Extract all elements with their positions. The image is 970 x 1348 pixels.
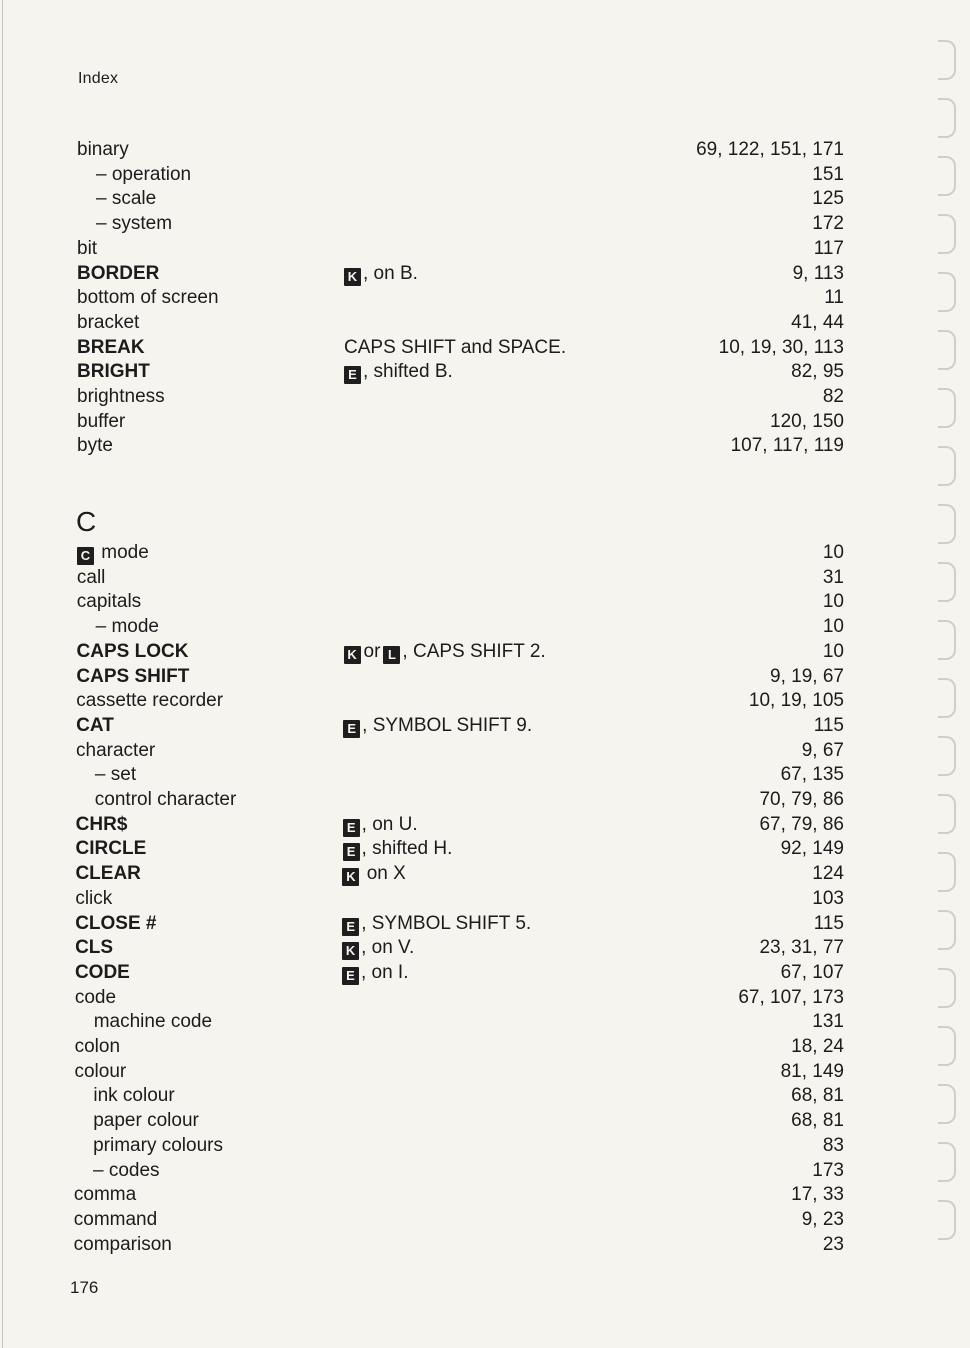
entry-term [75, 936, 113, 960]
entry-pages: 172 [812, 213, 844, 235]
entry-term-text: colour [74, 1060, 127, 1082]
index-entry [0, 1159, 970, 1183]
entry-term-text: paper colour [93, 1110, 199, 1132]
entry-term [74, 1060, 126, 1084]
entry-pages: 81, 149 [780, 1060, 844, 1082]
entry-pages: 9, 67 [801, 739, 844, 761]
entry-pages: 69, 122, 151, 171 [696, 139, 844, 160]
entry-pages: 82, 95 [791, 361, 844, 383]
entry-term-text: CAPS SHIFT [76, 665, 190, 687]
keystroke-text: on X [361, 863, 406, 885]
entry-term [75, 1035, 120, 1059]
entry-term-text: click [75, 887, 113, 909]
keystroke-text: , SYMBOL SHIFT 5. [361, 912, 532, 934]
keystroke-text: , on I. [360, 961, 409, 983]
entry-term-text: machine code [93, 1011, 213, 1033]
entry-term [77, 336, 145, 360]
entry-term-text: BORDER [77, 262, 160, 284]
entry-pages: 173 [812, 1159, 844, 1181]
entry-term [77, 360, 150, 384]
keyword-mode-key-icon: K [342, 868, 359, 886]
index-entry [0, 410, 970, 434]
entry-term [77, 138, 129, 162]
entry-term [77, 385, 165, 409]
entry-term-text: comparison [73, 1233, 172, 1255]
entry-term-text: code [74, 986, 117, 1008]
entry-term [93, 1134, 223, 1158]
entry-term-text: BRIGHT [77, 361, 150, 383]
entry-pages: 70, 79, 86 [759, 789, 844, 810]
index-entry [0, 286, 970, 310]
entry-pages: 10 [822, 591, 844, 613]
entry-pages: 125 [812, 188, 844, 210]
entry-term [76, 689, 223, 713]
index-entry [0, 1109, 970, 1133]
binding-ring [938, 1084, 956, 1124]
index-entry [0, 714, 970, 738]
entry-term [93, 1084, 174, 1108]
keystroke-text: , CAPS SHIFT 2. [402, 640, 546, 662]
index-entry [0, 1010, 970, 1034]
index-entry [0, 1208, 970, 1232]
binding-ring [938, 446, 956, 486]
entry-term-text: BREAK [77, 336, 145, 358]
index-entry [0, 138, 970, 162]
index-entry [0, 1183, 970, 1207]
keyword-mode-key-icon: E [343, 819, 360, 837]
entry-pages: 120, 150 [770, 410, 844, 432]
entry-term [77, 237, 97, 261]
keystroke-text: , on U. [361, 813, 418, 835]
entry-pages: 83 [822, 1134, 844, 1156]
entry-term [77, 286, 219, 310]
entry-term-text: – scale [96, 188, 157, 210]
index-entry [0, 541, 970, 565]
binding-ring [938, 388, 956, 428]
entry-term-text: bit [77, 237, 98, 259]
entry-pages: 18, 24 [791, 1036, 844, 1057]
binding-rings [918, 40, 956, 1320]
entry-pages: 151 [812, 163, 844, 185]
entry-pages: 67, 79, 86 [759, 813, 844, 835]
entry-term-text: CODE [74, 961, 130, 983]
entry-term-text: CIRCLE [75, 838, 147, 860]
entry-term [74, 1208, 157, 1232]
binding-ring [938, 736, 956, 776]
keystroke-text: , on V. [361, 937, 415, 959]
entry-pages: 9, 19, 67 [770, 665, 844, 687]
keyword-mode-key-icon: E [344, 366, 361, 384]
entry-term [96, 615, 159, 639]
index-entry [0, 961, 970, 985]
entry-pages: 67, 107, 173 [738, 986, 844, 1008]
entry-term-text: byte [77, 435, 113, 457]
entry-keystroke [342, 961, 409, 985]
index-entry [0, 813, 970, 837]
index-entry [0, 237, 970, 261]
entry-term-text: comma [73, 1184, 137, 1206]
entry-keystroke [344, 262, 418, 286]
index-entry [0, 385, 970, 409]
entry-pages: 82 [822, 386, 844, 407]
binding-ring [938, 156, 956, 196]
binding-ring [938, 1142, 956, 1182]
binding-ring [938, 794, 956, 834]
keyword-mode-key-icon: E [342, 918, 359, 936]
entry-pages: 115 [813, 912, 844, 934]
entry-term [77, 262, 159, 286]
entry-pages: 10 [822, 616, 844, 638]
entry-keystroke [342, 862, 405, 886]
entry-pages: 92, 149 [780, 838, 844, 860]
index-entry [0, 763, 970, 787]
keyword-mode-key-icon: E [343, 843, 360, 861]
entry-term [77, 541, 149, 565]
index-entry [0, 615, 970, 639]
entry-pages: 107, 117, 119 [730, 435, 844, 457]
entry-pages: 31 [822, 566, 844, 588]
binding-ring [938, 910, 956, 950]
keystroke-text: , shifted B. [363, 361, 453, 383]
entry-term [76, 813, 128, 837]
keystroke-text: CAPS SHIFT and SPACE. [344, 336, 567, 358]
entry-term-text: binary [77, 139, 129, 160]
entry-term [96, 163, 191, 187]
entry-term-text: character [76, 739, 156, 761]
binding-ring [938, 968, 956, 1008]
entry-term [95, 788, 237, 812]
index-entry [0, 566, 970, 590]
entry-pages: 41, 44 [791, 311, 844, 333]
entry-term-text: CAPS LOCK [76, 640, 189, 662]
entry-term [74, 1233, 172, 1257]
binding-ring [938, 620, 956, 660]
entry-term [76, 665, 189, 689]
entry-term-text: CHR$ [75, 813, 128, 835]
index-entry [0, 689, 970, 713]
entry-pages: 10, 19, 30, 113 [718, 336, 844, 358]
entry-term [77, 640, 189, 664]
binding-ring [938, 678, 956, 718]
keyword-mode-key-icon: K [344, 268, 361, 286]
binding-ring [938, 1026, 956, 1066]
index-entry [0, 986, 970, 1010]
binding-ring [938, 852, 956, 892]
entry-term-text: primary colours [93, 1134, 223, 1156]
entry-term [75, 961, 130, 985]
entry-pages: 68, 81 [791, 1085, 844, 1107]
entry-keystroke [343, 813, 418, 837]
entry-term [94, 1010, 212, 1034]
binding-ring [938, 504, 956, 544]
entry-term-text: ink colour [93, 1085, 175, 1107]
index-entry [0, 936, 970, 960]
entry-term [75, 887, 112, 911]
entry-term [96, 187, 156, 211]
keystroke-text: , on B. [363, 262, 418, 284]
entry-term [77, 434, 113, 458]
index-entry [0, 311, 970, 335]
entry-term [74, 1183, 136, 1207]
entry-pages: 9, 23 [801, 1208, 844, 1230]
key-join-text: or [363, 640, 381, 662]
entry-term [75, 912, 156, 936]
binding-ring [938, 562, 956, 602]
index-entry [0, 434, 970, 458]
entry-pages: 10 [822, 542, 844, 563]
page-number: 176 [70, 1278, 99, 1297]
binding-ring [938, 40, 956, 80]
entry-term [76, 739, 155, 763]
entry-term-text: – operation [96, 163, 192, 185]
entry-term [77, 410, 125, 434]
entry-term-text: CLS [75, 937, 114, 959]
index-entry [0, 262, 970, 286]
index-entry [0, 163, 970, 187]
keyword-mode-key-icon: E [343, 720, 360, 738]
entry-term-text: cassette recorder [76, 690, 224, 712]
entry-term-text: – set [94, 764, 137, 786]
entry-term-text: CAT [76, 714, 114, 736]
index-entry [0, 887, 970, 911]
entry-term-text: call [76, 566, 106, 588]
entry-term-text: brightness [77, 386, 165, 407]
keyword-mode-key-icon: K [344, 646, 361, 664]
index-entry [0, 1035, 970, 1059]
second-mode-key-icon: L [383, 646, 400, 664]
entry-pages: 17, 33 [791, 1184, 844, 1206]
entry-pages: 68, 81 [791, 1110, 844, 1132]
binding-ring [938, 98, 956, 138]
entry-keystroke [342, 912, 531, 936]
entry-term-text: command [73, 1208, 158, 1230]
entry-term [77, 566, 106, 590]
entry-pages: 10 [822, 640, 844, 662]
entry-term-text: control character [94, 789, 237, 810]
entry-pages: 11 [824, 287, 844, 309]
entry-term [77, 311, 139, 335]
entry-term [96, 212, 172, 236]
entry-term-text: – mode [95, 616, 159, 638]
entry-keystroke [344, 360, 453, 384]
index-entry [0, 1233, 970, 1257]
index-entry [0, 590, 970, 614]
binding-ring [938, 214, 956, 254]
entry-pages: 23 [822, 1233, 844, 1255]
entry-pages: 103 [812, 887, 844, 909]
entry-term [75, 986, 116, 1010]
entry-term-text: bottom of screen [77, 287, 219, 309]
binding-ring [938, 330, 956, 370]
entry-pages: 9, 113 [792, 262, 844, 284]
entry-pages: 67, 135 [780, 764, 844, 786]
entry-term-text: colon [74, 1036, 121, 1057]
entry-term-text: bracket [77, 311, 140, 333]
entry-term-text: – system [96, 213, 173, 235]
entry-pages: 117 [813, 237, 844, 259]
index-entry [0, 665, 970, 689]
entry-term [77, 590, 141, 614]
entry-term [95, 763, 136, 787]
index-entry [0, 336, 970, 360]
entry-pages: 124 [812, 863, 844, 885]
entry-term [93, 1159, 160, 1183]
keyword-mode-key-icon: E [342, 967, 359, 985]
section-letter: C [76, 506, 97, 537]
entry-pages: 131 [812, 1011, 844, 1033]
entry-term [93, 1109, 199, 1133]
entry-keystroke [343, 837, 453, 861]
binding-ring [938, 1200, 956, 1240]
index-entry [0, 739, 970, 763]
entry-pages: 10, 19, 105 [748, 690, 844, 712]
entry-keystroke [344, 336, 566, 360]
entry-term-text: CLOSE # [75, 912, 157, 934]
index-entry [0, 360, 970, 384]
entry-term-text: buffer [77, 410, 126, 432]
index-entry [0, 912, 970, 936]
keyword-mode-key-icon: K [342, 942, 359, 960]
entry-keystroke [342, 936, 414, 960]
entry-term [76, 714, 114, 738]
index-entry [0, 1060, 970, 1084]
index-entry [0, 640, 970, 664]
entry-pages: 115 [813, 714, 844, 736]
index-entry [0, 862, 970, 886]
mode-key-icon: C [77, 547, 94, 565]
index-entry [0, 837, 970, 861]
entry-term-text: – codes [93, 1159, 160, 1181]
index-entry [0, 1134, 970, 1158]
index-entry [0, 788, 970, 812]
entry-term-text: CLEAR [75, 863, 141, 885]
entry-keystroke [344, 640, 546, 664]
entry-keystroke [343, 714, 532, 738]
entry-term-text: capitals [76, 591, 142, 613]
keystroke-text: , SYMBOL SHIFT 9. [362, 714, 533, 736]
page-header: Index [78, 70, 119, 87]
binding-ring [938, 272, 956, 312]
entry-term [76, 837, 147, 861]
entry-pages: 67, 107 [780, 961, 844, 983]
index-entry [0, 1084, 970, 1108]
entry-pages: 23, 31, 77 [759, 937, 844, 959]
entry-term-text: mode [101, 542, 149, 563]
index-entry [0, 187, 970, 211]
entry-term [75, 862, 140, 886]
keystroke-text: , shifted H. [361, 838, 453, 860]
index-entry [0, 212, 970, 236]
